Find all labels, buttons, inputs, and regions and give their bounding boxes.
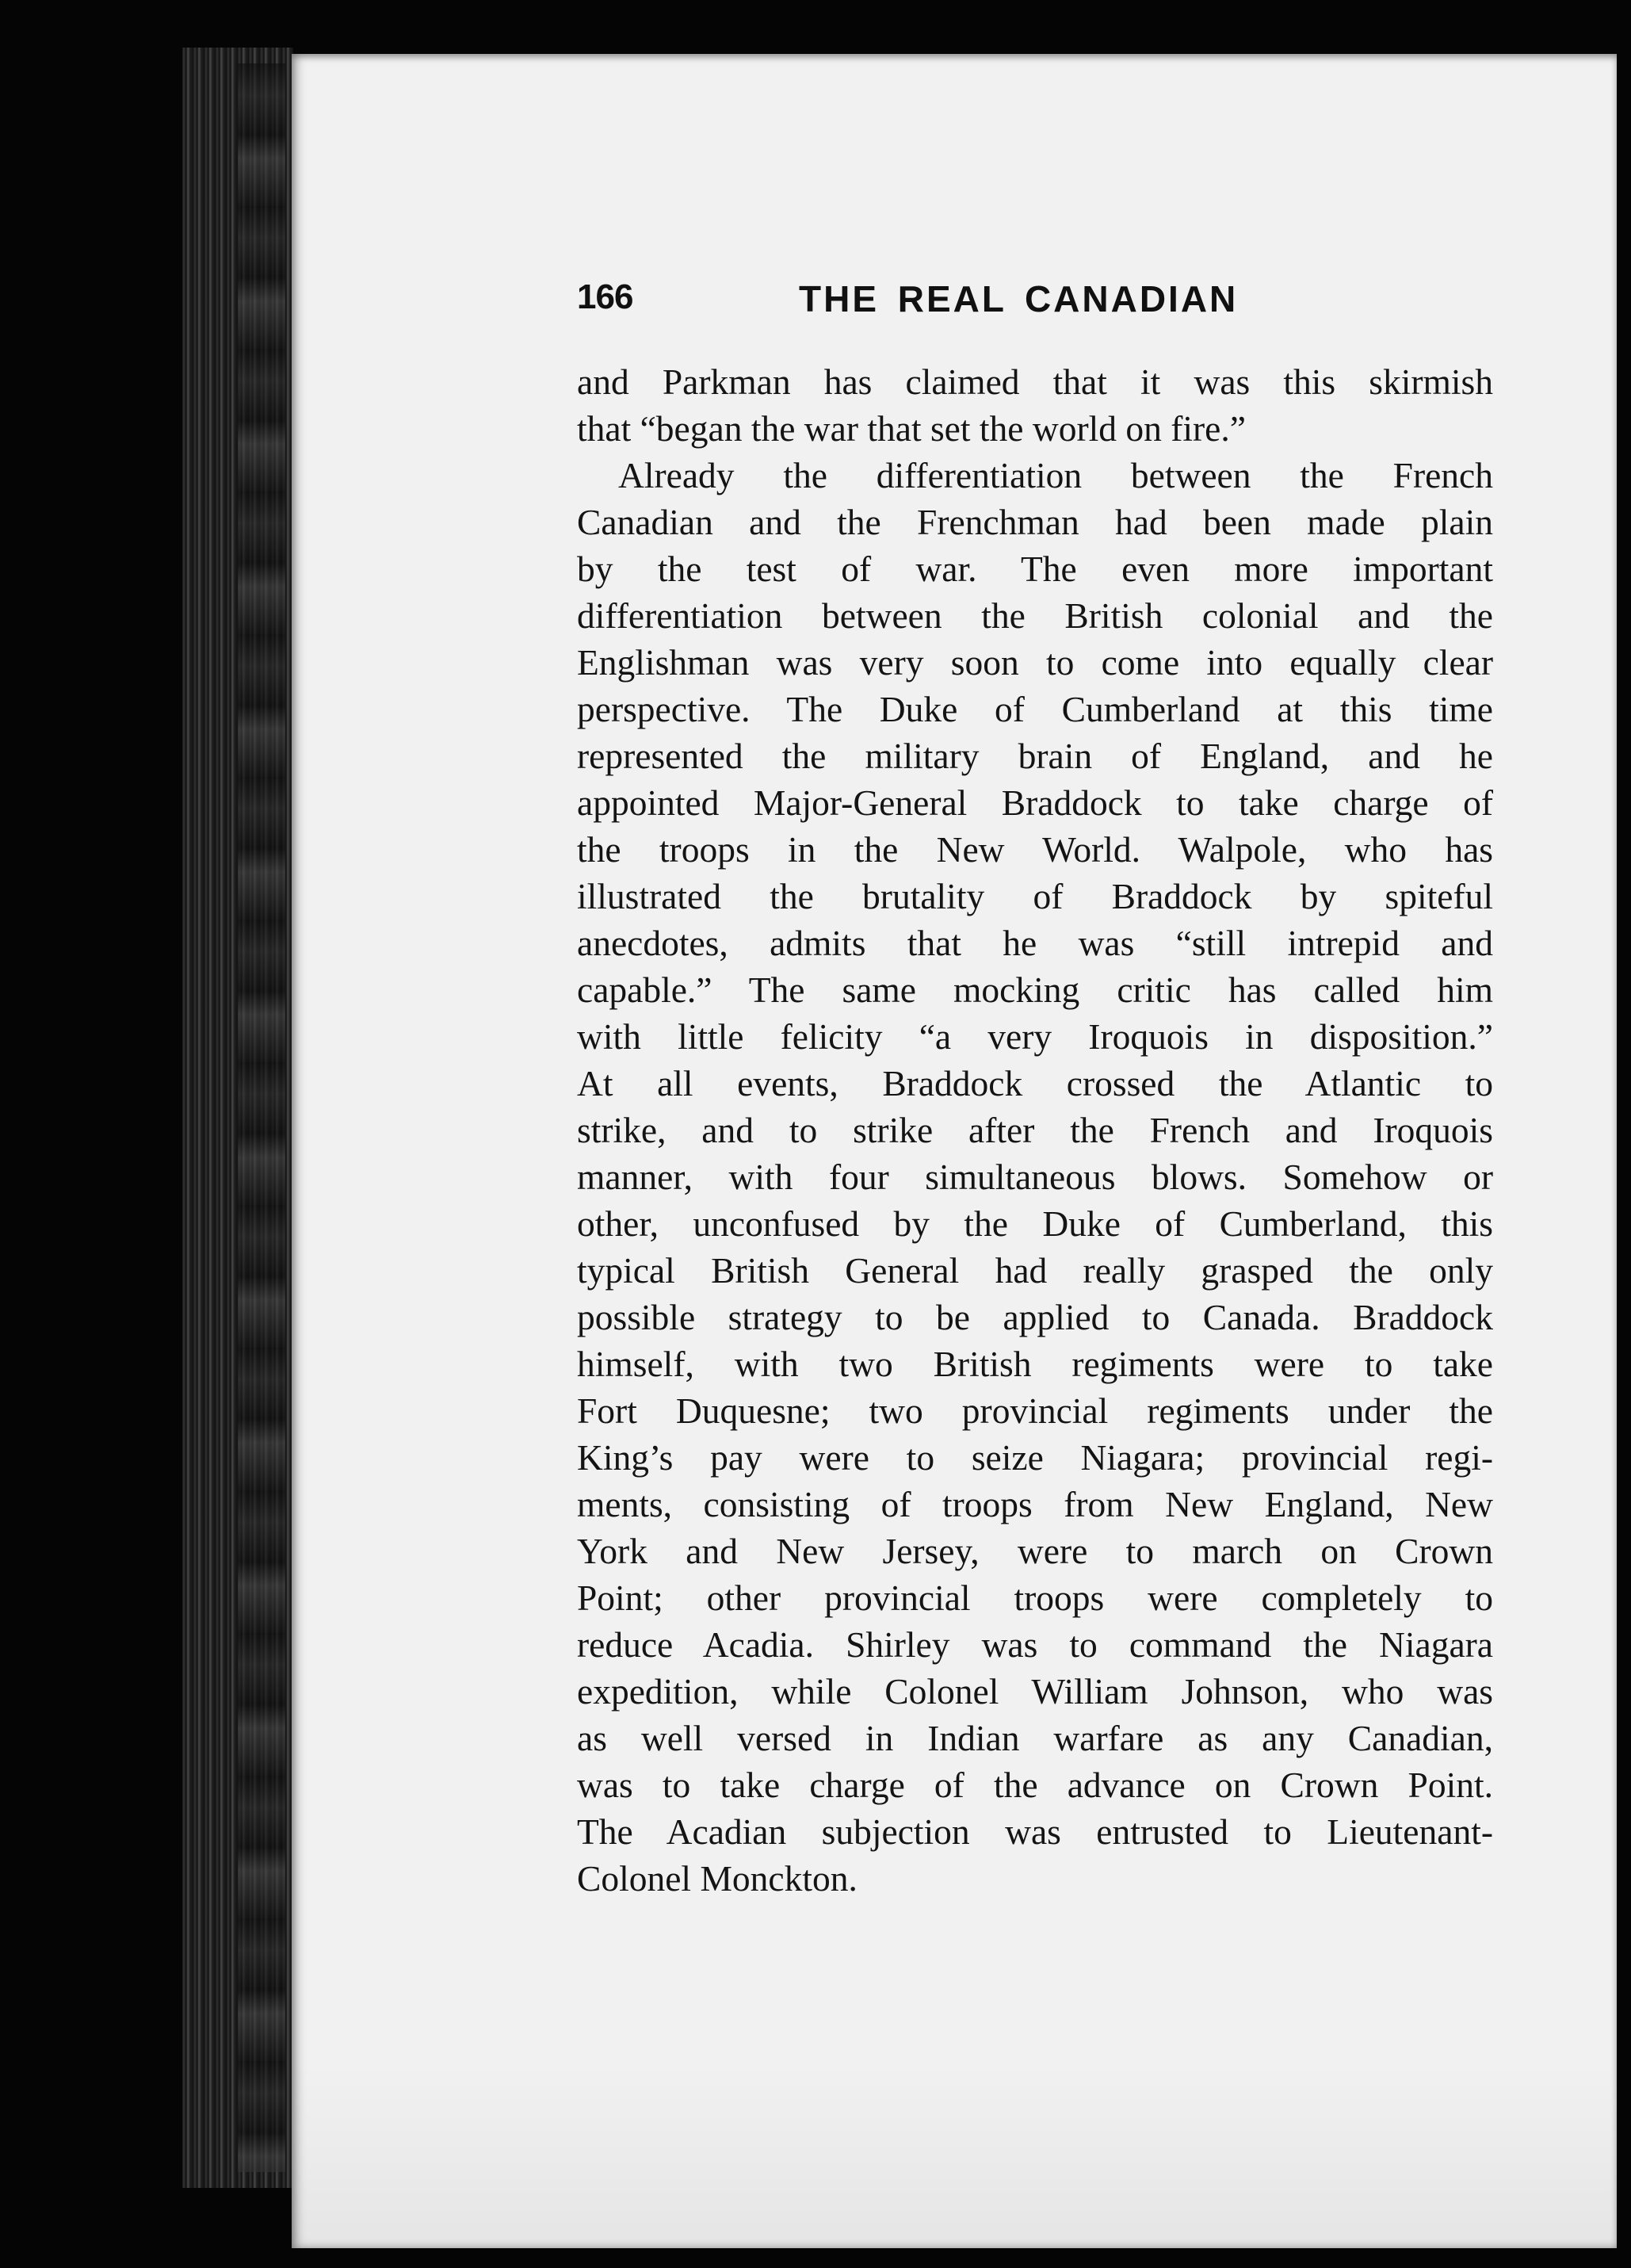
text-line: that “began the war that set the world on fire.”	[577, 408, 1246, 449]
book-spine-shadow	[238, 63, 285, 2172]
text-line: illustrated the brutality of Braddock by spiteful	[577, 876, 1493, 916]
text-line: York and New Jersey, were to march on Crown	[577, 1531, 1493, 1571]
text-line: Already the differentiation between the French	[618, 455, 1493, 495]
text-line: other, unconfused by the Duke of Cumberland, this	[577, 1203, 1493, 1244]
text-line: possible strategy to be applied to Canada. Braddock	[577, 1297, 1493, 1337]
text-line: was to take charge of the advance on Crown Point.	[577, 1765, 1493, 1805]
text-line: with little felicity “a very Iroquois in disposition.”	[577, 1016, 1493, 1057]
text-line: himself, with two British regiments were to take	[577, 1344, 1493, 1384]
running-title: THE REAL CANADIAN	[799, 278, 1239, 319]
text-line: Colonel Monckton.	[577, 1858, 858, 1899]
text-line: manner, with four simultaneous blows. Somehow or	[577, 1157, 1493, 1197]
text-line: Point; other provincial troops were completely to	[577, 1578, 1493, 1618]
text-line: the troops in the New World. Walpole, who has	[577, 829, 1493, 870]
text-line: capable.” The same mocking critic has called him	[577, 970, 1493, 1010]
text-line: differentiation between the British colonial and the	[577, 595, 1493, 636]
text-line: by the test of war. The even more important	[577, 549, 1493, 589]
body-text	[577, 358, 1493, 1902]
text-line: appointed Major-General Braddock to take charge of	[577, 782, 1493, 823]
text-line: At all events, Braddock crossed the Atlantic to	[577, 1063, 1493, 1103]
page-bottom-shading	[292, 2061, 1617, 2251]
text-line: represented the military brain of England, and he	[577, 736, 1493, 776]
page-number: 166	[577, 277, 633, 316]
text-line: expedition, while Colonel William Johnson, who was	[577, 1671, 1493, 1712]
text-line: as well versed in Indian warfare as any Canadian,	[577, 1718, 1493, 1758]
text-line: Canadian and the Frenchman had been made plain	[577, 502, 1493, 542]
text-line: Fort Duquesne; two provincial regiments under the	[577, 1390, 1493, 1431]
text-line: perspective. The Duke of Cumberland at this time	[577, 689, 1493, 729]
text-line: typical British General had really grasped the only	[577, 1250, 1493, 1291]
text-line: strike, and to strike after the French and Iroquois	[577, 1110, 1493, 1150]
text-line: and Parkman has claimed that it was this skirmish	[577, 361, 1493, 402]
text-line: The Acadian subjection was entrusted to Lieutenant-	[577, 1811, 1493, 1852]
page-header	[577, 277, 1504, 333]
text-line: ments, consisting of troops from New England, New	[577, 1484, 1493, 1524]
text-line: King’s pay were to seize Niagara; provincial regi-	[577, 1437, 1493, 1478]
text-line: reduce Acadia. Shirley was to command the Niagara	[577, 1624, 1493, 1665]
text-line: anecdotes, admits that he was “still intrepid and	[577, 923, 1493, 963]
text-line: Englishman was very soon to come into equally clear	[577, 642, 1493, 683]
